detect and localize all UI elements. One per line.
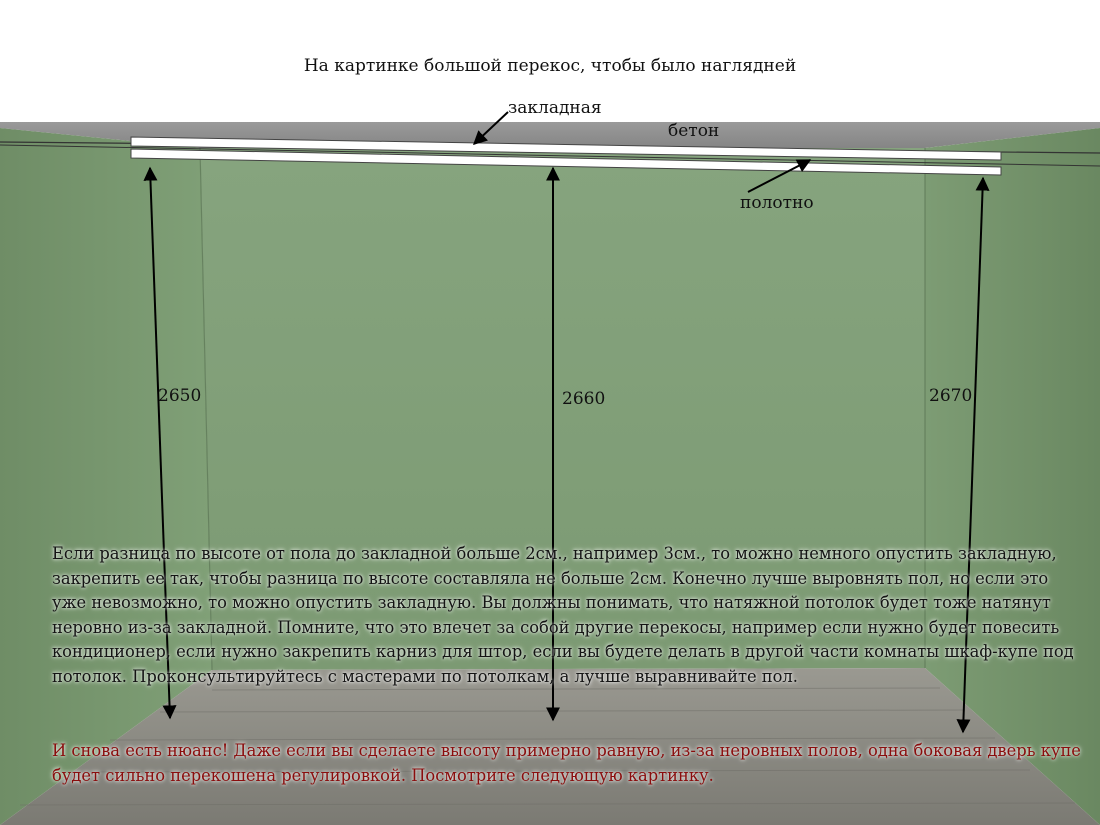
label-beton: бетон <box>668 121 720 141</box>
explanation-paragraph: Если разница по высоте от пола до закладной больше 2см., например 3см., то можно немного опустить закладную, закрепить ее так, чтобы разница по высоте составляла не больше 2см. Конечно лучше выровнять пол, но если это уже невозможно, то можно опустить закладную. Вы должны понимать, что натяжной потолок будет тоже натянут неровно из-за закладной. Помните, что это влечет за собой другие перекосы, например если нужно будет повесить кондиционер, если нужно закрепить карниз для штор, если вы будете делать в другой части комнаты шкаф-купе под потолок. Проконсультируйтесь с мастерами по потолкам, а лучше выравнивайте пол. <box>52 544 1074 686</box>
warning-paragraph: И снова есть нюанс! Даже если вы сделаете высоту примерно равную, из-за неровных полов, одна боковая дверь купе будет сильно перекошена регулировкой. Посмотрите следующую картинку. <box>52 741 1081 785</box>
label-zakladnaya: закладная <box>508 98 602 118</box>
dimension-label-left: 2650 <box>158 386 202 406</box>
dimension-label-right: 2670 <box>929 386 973 406</box>
dimension-label-middle: 2660 <box>562 389 606 409</box>
caption: На картинке большой перекос, чтобы было наглядней <box>303 56 797 76</box>
label-polotno: полотно <box>740 193 814 213</box>
